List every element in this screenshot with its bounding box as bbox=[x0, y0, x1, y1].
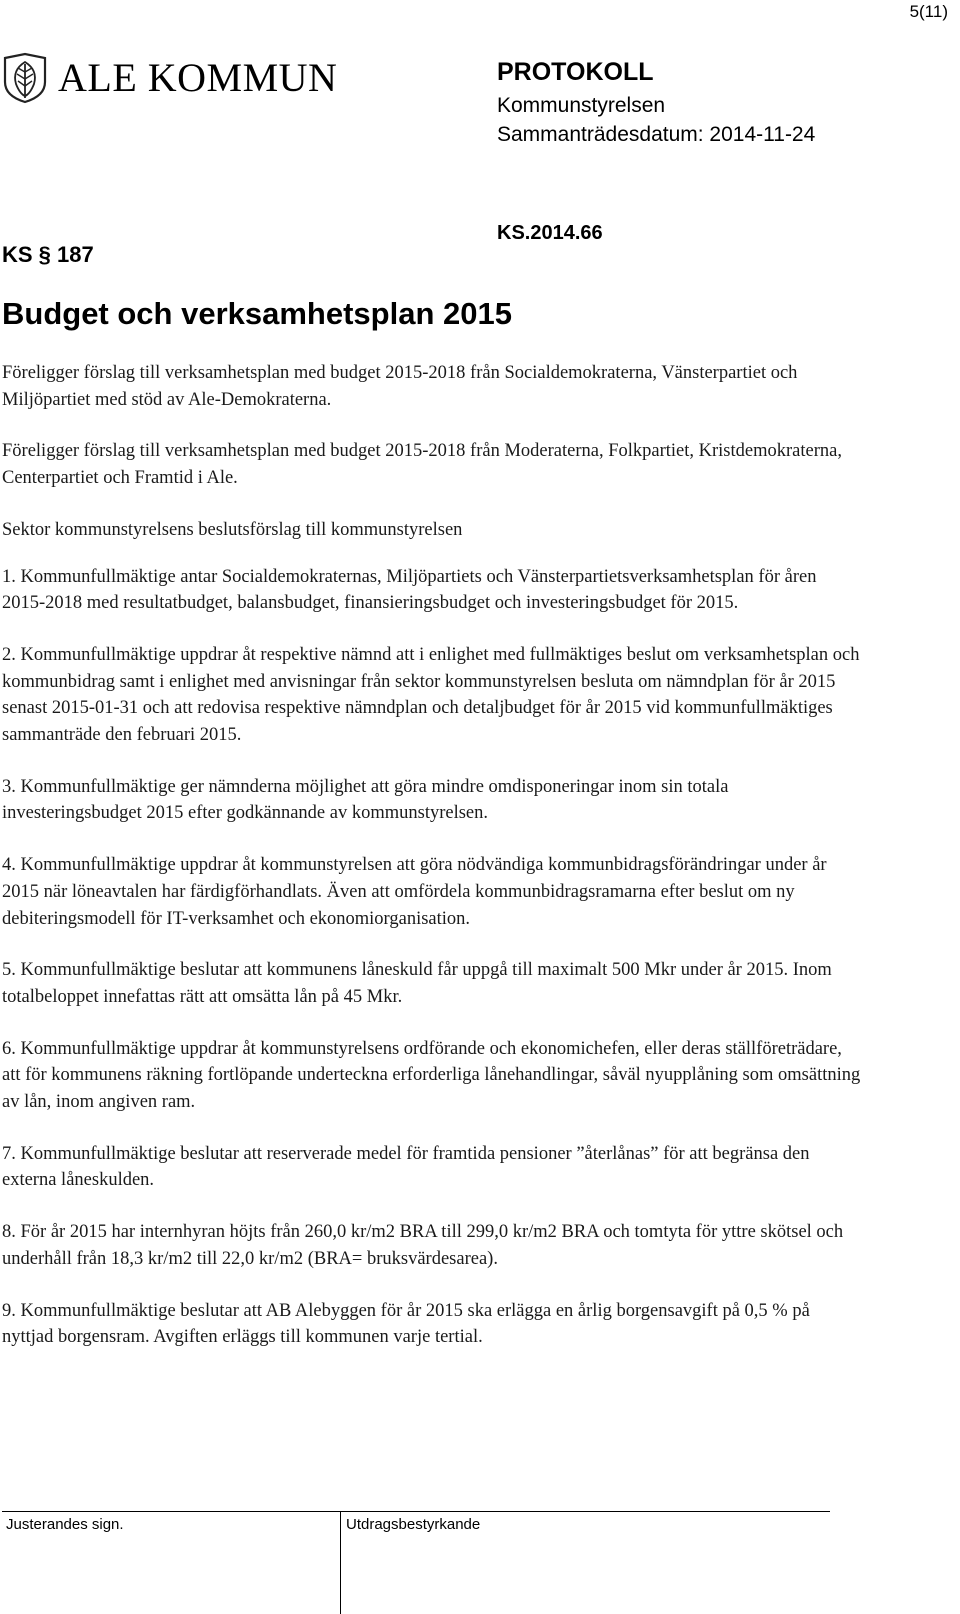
footer-rule bbox=[2, 1511, 830, 1512]
decision-item-7: 7. Kommunfullmäktige beslutar att reserverade medel för framtida pensioner ”återlånas” för att begränsa den externa låneskulden. bbox=[2, 1143, 810, 1191]
footer-divider bbox=[340, 1511, 341, 1614]
logo-text: ALE KOMMUN bbox=[58, 55, 338, 100]
decision-item-8: 8. För år 2015 har internhyran höjts från 260,0 kr/m2 BRA till 299,0 kr/m2 BRA och tomtyta för yttre skötsel och underhåll från 18,3 kr/m2 till 22,0 kr/m2 (BRA= bruksvärdesarea). bbox=[2, 1222, 844, 1269]
decision-item-3: 3. Kommunfullmäktige ger nämnderna möjlighet att göra mindre omdisponeringar inom sin totala investeringsbudget 2015 efter godkännande av kommunstyrelsen. bbox=[2, 776, 729, 824]
decision-item-5: 5. Kommunfullmäktige beslutar att kommunens låneskuld får uppgå till maximalt 500 Mkr under år 2015. Inom totalbeloppet innefattas rätt att omsätta lån på 45 Mkr. bbox=[2, 960, 832, 1007]
leaf-emblem-icon bbox=[2, 52, 48, 104]
ale-kommun-logo bbox=[2, 52, 337, 104]
protocol-organization: Kommunstyrelsen bbox=[497, 94, 666, 117]
extract-label: Utdragsbestyrkande bbox=[346, 1516, 481, 1533]
paragraph-number: KS § 187 bbox=[2, 242, 94, 267]
sign-label: Justerandes sign. bbox=[6, 1516, 124, 1533]
protocol-title: PROTOKOLL bbox=[497, 58, 654, 86]
document-body bbox=[2, 360, 862, 1376]
document-heading: Budget och verksamhetsplan 2015 bbox=[2, 296, 512, 331]
decision-item-4: 4. Kommunfullmäktige uppdrar åt kommunstyrelsen att göra nödvändiga kommunbidragsförändringar under år 2015 när löneavtalen har färdigförhandlats. Även att omfördela kommunbidragsramarna efter beslut om ny debiteringsmodell för IT-verksamhet och ekonomiorganisation. bbox=[2, 855, 827, 929]
proposal-subheading: Sektor kommunstyrelsens beslutsförslag till kommunstyrelsen bbox=[2, 519, 463, 540]
intro-paragraph-2: Föreligger förslag till verksamhetsplan med budget 2015-2018 från Moderaterna, Folkpartiet, Kristdemokraterna, Centerpartiet och Framtid i Ale. bbox=[2, 441, 842, 489]
decision-item-2: 2. Kommunfullmäktige uppdrar åt respektive nämnd att i enlighet med fullmäktiges beslut om verksamhetsplan och kommunbidrag samt i enlighet med anvisningar från sektor kommunstyrelsen besluta om nämndplan för år 2015 senast 2015-01-31 och att redovisa respektive nämndplan och detaljbudget för år 2015 vid kommunfullmäktiges sammanträde den februari 2015. bbox=[2, 644, 860, 746]
decision-item-9: 9. Kommunfullmäktige beslutar att AB Alebyggen för år 2015 ska erlägga en årlig borgensavgift på 0,5 % på nyttjad borgensram. Avgiften erläggs till kommunen varje tertial. bbox=[2, 1300, 810, 1348]
signature-footer bbox=[2, 1511, 830, 1614]
intro-paragraph-1: Föreligger förslag till verksamhetsplan med budget 2015-2018 från Socialdemokraterna, Vänsterpartiet och Miljöpartiet med stöd av Ale-Demokraterna. bbox=[2, 363, 798, 410]
decision-item-6: 6. Kommunfullmäktige uppdrar åt kommunstyrelsens ordförande och ekonomichefen, eller deras ställföreträdare, att för kommunens räkning fortlöpande underteckna erforderliga lånehandlingar, såväl nyupplåning som omsättning av lån, inom angiven ram. bbox=[2, 1038, 861, 1113]
decision-item-1: 1. Kommunfullmäktige antar Socialdemokraternas, Miljöpartiets och Vänsterpartietsverksamhetsplan för åren 2015-2018 med resultatbudget, balansbudget, finansieringsbudget och investeringsbudget för 2015. bbox=[2, 566, 817, 614]
page-number: 5(11) bbox=[909, 2, 948, 21]
meeting-date: Sammanträdesdatum: 2014-11-24 bbox=[497, 123, 816, 146]
case-reference: KS.2014.66 bbox=[497, 222, 603, 244]
